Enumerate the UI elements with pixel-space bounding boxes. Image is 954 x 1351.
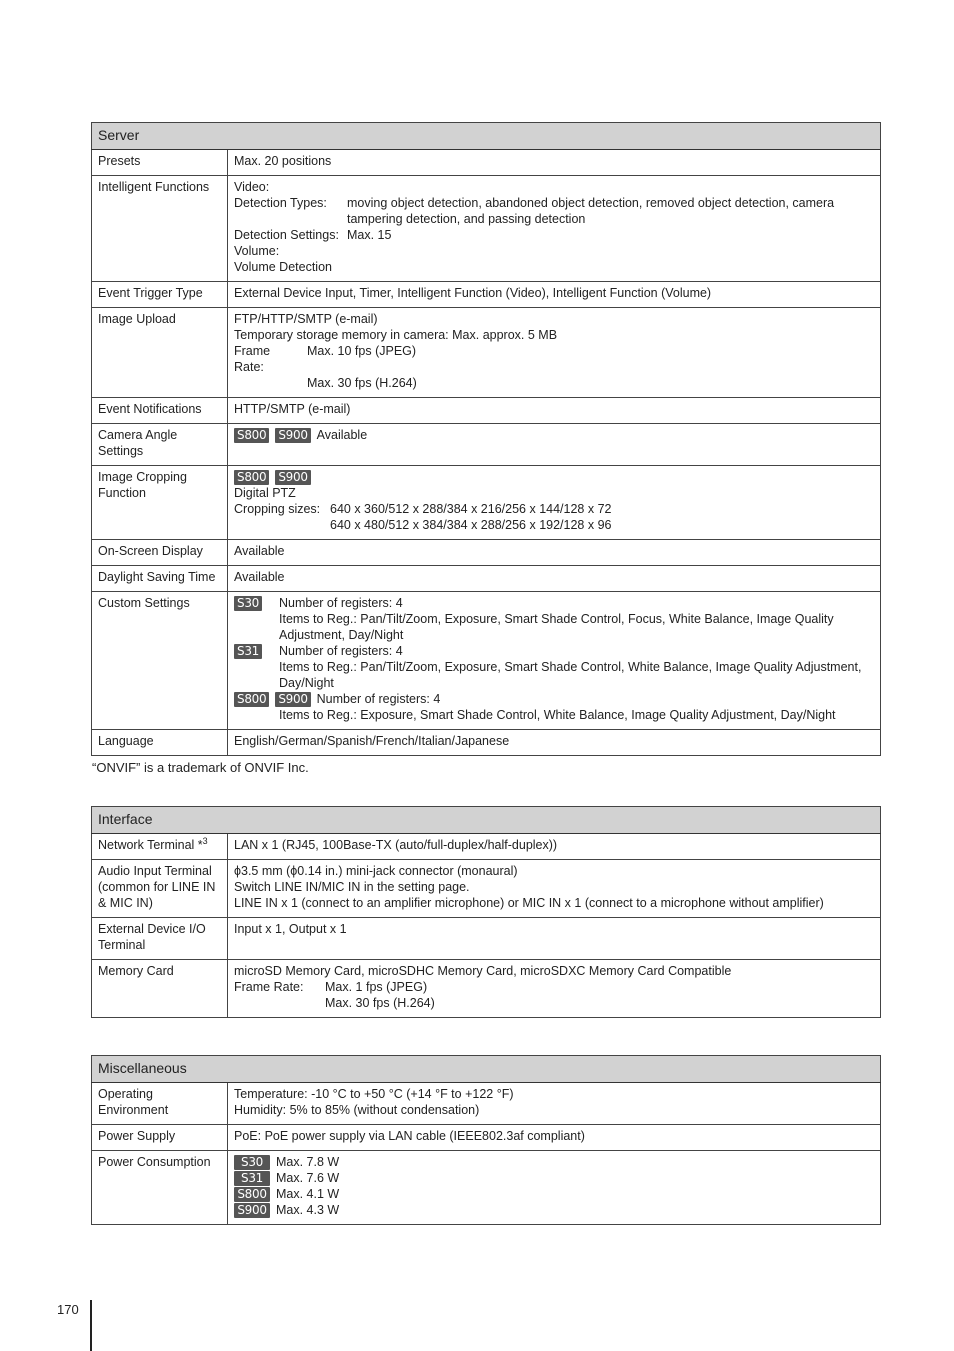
row-label: Image Upload [92, 308, 228, 398]
table-row [92, 282, 881, 308]
footnote-mark: 3 [202, 835, 208, 846]
value-line: Switch LINE IN/MIC IN in the setting page. [234, 880, 470, 894]
table-row [92, 424, 881, 466]
row-label: Camera Angle Settings [92, 424, 228, 466]
row-label: Power Supply [92, 1125, 228, 1151]
row-label: Daylight Saving Time [92, 566, 228, 592]
section-title-interface: Interface [92, 807, 881, 834]
row-value: Input x 1, Output x 1 [228, 918, 881, 960]
model-badge: S900 [275, 428, 310, 443]
row-label: On-Screen Display [92, 540, 228, 566]
section-title-server: Server [92, 123, 881, 150]
sub-value: Max. 1 fps (JPEG) [325, 980, 428, 994]
table-row [92, 834, 881, 860]
row-label: Intelligent Functions [92, 176, 228, 282]
sub-value: Max. 15 [347, 228, 392, 242]
row-value: External Device Input, Timer, Intelligent Function (Video), Intelligent Function (Volume) [228, 282, 881, 308]
row-value [228, 860, 881, 918]
table-row [92, 176, 881, 282]
row-value [228, 1151, 881, 1225]
row-value [228, 424, 881, 466]
value-line: Temperature: -10 °C to +50 °C (+14 °F to +122 °F) [234, 1087, 514, 1101]
value-line: Video: [234, 180, 270, 194]
value-line: Items to Reg.: Pan/Tilt/Zoom, Exposure, Smart Shade Control, Focus, White Balance, Image Quality Adjustment, Day/Night [279, 612, 834, 642]
model-badge: S800 [234, 692, 269, 707]
row-label: Custom Settings [92, 592, 228, 730]
value-text: Available [316, 428, 368, 442]
table-row [92, 540, 881, 566]
row-label: Image Cropping Function [92, 466, 228, 540]
model-badge: S30 [234, 596, 262, 611]
row-value [228, 308, 881, 398]
value-line: FTP/HTTP/SMTP (e-mail) [234, 312, 378, 326]
row-value [228, 960, 881, 1018]
row-label: Memory Card [92, 960, 228, 1018]
row-label: Language [92, 730, 228, 756]
sub-label: Frame Rate: [234, 980, 304, 994]
row-label: Event Trigger Type [92, 282, 228, 308]
model-badge: S900 [275, 470, 310, 485]
row-label: Operating Environment [92, 1083, 228, 1125]
sub-value: 640 x 480/512 x 384/384 x 288/256 x 192/128 x 96 [330, 518, 612, 532]
table-row [92, 1151, 881, 1225]
table-row [92, 466, 881, 540]
value-line: Temporary storage memory in camera: Max. approx. 5 MB [234, 328, 558, 342]
table-row [92, 960, 881, 1018]
page-rule [90, 1300, 92, 1351]
row-value: English/German/Spanish/French/Italian/Japanese [228, 730, 881, 756]
row-label [92, 834, 228, 860]
model-badge: S31 [234, 1171, 270, 1186]
misc-table [91, 1055, 881, 1225]
value-line: Number of registers: 4 [279, 596, 403, 610]
sub-label: Detection Settings: [234, 228, 339, 242]
label-text: Network Terminal * [98, 838, 203, 852]
power-row [234, 1202, 874, 1218]
value-line: ϕ3.5 mm (ϕ0.14 in.) mini-jack connector (monaural) [234, 864, 518, 878]
model-badge: S900 [275, 692, 310, 707]
sub-value: Max. 10 fps (JPEG) [307, 344, 417, 358]
value-line: microSD Memory Card, microSDHC Memory Card, microSDXC Memory Card Compatible [234, 964, 732, 978]
table-row [92, 592, 881, 730]
table-row [92, 1083, 881, 1125]
row-value [228, 592, 881, 730]
page-number: 170 [57, 1302, 79, 1317]
sub-label: Cropping sizes: [234, 502, 321, 516]
sub-value: moving object detection, abandoned object detection, removed object detection, camera tampering detection, and passing detection [347, 196, 835, 226]
row-value: HTTP/SMTP (e-mail) [228, 398, 881, 424]
row-value: Available [228, 566, 881, 592]
value-line: Volume: [234, 244, 280, 258]
table-row [92, 398, 881, 424]
model-badge: S800 [234, 1187, 270, 1202]
row-value [228, 176, 881, 282]
row-value [228, 466, 881, 540]
model-badge: S31 [234, 644, 262, 659]
value-line: Items to Reg.: Exposure, Smart Shade Control, White Balance, Image Quality Adjustment, Day/Night [279, 708, 836, 722]
sub-label: Detection Types: [234, 196, 327, 210]
power-row [234, 1170, 874, 1186]
power-row [234, 1186, 874, 1202]
table-row [92, 566, 881, 592]
row-label: External Device I/O Terminal [92, 918, 228, 960]
row-label: Event Notifications [92, 398, 228, 424]
model-badge: S30 [234, 1155, 270, 1170]
model-badge: S900 [234, 1203, 270, 1218]
row-value: Available [228, 540, 881, 566]
value-line: Humidity: 5% to 85% (without condensation) [234, 1103, 480, 1117]
value-line: Items to Reg.: Pan/Tilt/Zoom, Exposure, Smart Shade Control, White Balance, Image Quality Adjustment, Day/Night [279, 660, 862, 690]
sub-label: Frame Rate: [234, 344, 271, 374]
row-value: LAN x 1 (RJ45, 100Base-TX (auto/full-duplex/half-duplex)) [228, 834, 881, 860]
model-badge: S800 [234, 470, 269, 485]
table-row [92, 308, 881, 398]
table-row [92, 150, 881, 176]
server-table [91, 122, 881, 756]
row-value: Max. 20 positions [228, 150, 881, 176]
row-value: PoE: PoE power supply via LAN cable (IEEE802.3af compliant) [228, 1125, 881, 1151]
sub-value: Max. 30 fps (H.264) [307, 376, 417, 390]
value-line: Digital PTZ [234, 486, 296, 500]
interface-table [91, 806, 881, 1018]
value-line: LINE IN x 1 (connect to an amplifier microphone) or MIC IN x 1 (connect to a microphone without amplifier) [234, 896, 824, 910]
section-title-misc: Miscellaneous [92, 1056, 881, 1083]
model-badge: S800 [234, 428, 269, 443]
table-row [92, 918, 881, 960]
row-label: Presets [92, 150, 228, 176]
table-row [92, 730, 881, 756]
power-value: Max. 4.3 W [276, 1203, 340, 1217]
value-line: Number of registers: 4 [279, 644, 403, 658]
row-value [228, 1083, 881, 1125]
power-row [234, 1154, 874, 1170]
row-label: Power Consumption [92, 1151, 228, 1225]
power-value: Max. 4.1 W [276, 1187, 340, 1201]
value-text: Number of registers: 4 [316, 692, 441, 706]
table-row [92, 860, 881, 918]
row-label: Audio Input Terminal (common for LINE IN & MIC IN) [92, 860, 228, 918]
power-value: Max. 7.8 W [276, 1155, 340, 1169]
sub-value: Max. 30 fps (H.264) [325, 996, 435, 1010]
power-value: Max. 7.6 W [276, 1171, 340, 1185]
sub-value: 640 x 360/512 x 288/384 x 216/256 x 144/128 x 72 [330, 502, 612, 516]
table-row [92, 1125, 881, 1151]
trademark-note: “ONVIF” is a trademark of ONVIF Inc. [92, 760, 309, 775]
value-line: Volume Detection [234, 260, 332, 274]
